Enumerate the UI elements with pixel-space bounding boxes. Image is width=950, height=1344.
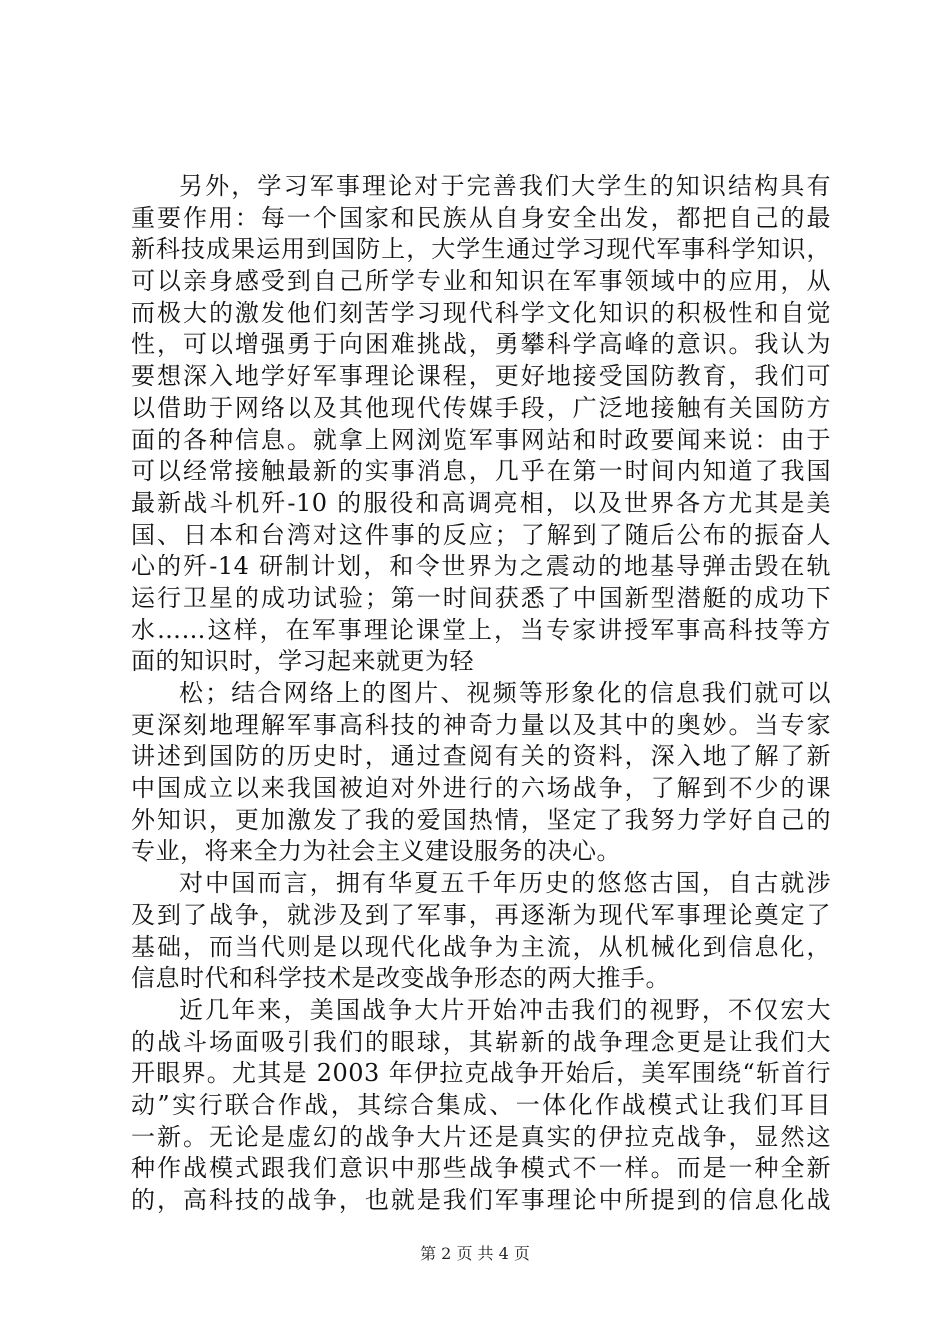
text-line: 可以经常接触最新的实事消息，几乎在第一时间内知道了我国 [131, 457, 831, 486]
text-line: 而极大的激发他们刻苦学习现代科学文化知识的积极性和自觉 [131, 298, 831, 327]
text-line: 专业，将来全力为社会主义建设服务的决心。 [131, 837, 621, 866]
text-line: 基础，而当代则是以现代化战争为主流，从机械化到信息化， [131, 932, 831, 961]
text-line: 开眼界。尤其是 2003 年伊拉克战争开始后，美军围绕“斩首行 [131, 1059, 831, 1088]
text-line: 一新。无论是虚幻的战争大片还是真实的伊拉克战争，显然这 [131, 1122, 831, 1151]
page-number: 第 2 页 共 4 页 [420, 1244, 530, 1263]
text-line: 面的各种信息。就拿上网浏览军事网站和时政要闻来说：由于 [131, 425, 831, 454]
text-line: 重要作用：每一个国家和民族从自身安全出发，都把自己的最 [131, 203, 831, 232]
text-line: 水……这样，在军事理论课堂上，当专家讲授军事高科技等方 [131, 615, 831, 644]
text-line: 动”实行联合作战，其综合集成、一体化作战模式让我们耳目 [131, 1090, 831, 1119]
text-line: 要想深入地学好军事理论课程，更好地接受国防教育，我们可 [131, 362, 831, 391]
text-line: 中国成立以来我国被迫对外进行的六场战争，了解到不少的课 [131, 774, 831, 803]
text-line: 更深刻地理解军事高科技的神奇力量以及其中的奥妙。当专家 [131, 710, 831, 739]
text-line: 讲述到国防的历史时，通过查阅有关的资料，深入地了解了新 [131, 742, 831, 771]
text-line: 外知识，更加激发了我的爱国热情，坚定了我努力学好自己的 [131, 805, 831, 834]
text-line: 的，高科技的战争，也就是我们军事理论中所提到的信息化战 [131, 1186, 831, 1214]
text-line: 心的歼-14 研制计划，和令世界为之震动的地基导弹击毁在轨 [131, 552, 831, 581]
text-line: 国、日本和台湾对这件事的反应；了解到了随后公布的振奋人 [131, 520, 831, 549]
text-line: 最新战斗机歼-10 的服役和高调亮相，以及世界各方尤其是美 [131, 488, 831, 517]
text-line: 性，可以增强勇于向困难挑战，勇攀科学高峰的意识。我认为 [131, 330, 831, 359]
text-line: 的战斗场面吸引我们的眼球，其崭新的战争理念更是让我们大 [131, 1027, 831, 1056]
page-footer [0, 1244, 950, 1264]
text-line: 新科技成果运用到国防上，大学生通过学习现代军事科学知识， [131, 235, 831, 264]
text-line: 运行卫星的成功试验；第一时间获悉了中国新型潜艇的成功下 [131, 583, 831, 612]
text-line: 松；结合网络上的图片、视频等形象化的信息我们就可以 [179, 679, 831, 707]
text-line: 信息时代和科学技术是改变战争形态的两大推手。 [131, 964, 670, 993]
text-line: 可以亲身感受到自己所学专业和知识在军事领域中的应用，从 [131, 267, 831, 296]
text-line: 面的知识时，学习起来就更为轻 [131, 647, 474, 676]
text-line: 种作战模式跟我们意识中那些战争模式不一样。而是一种全新 [131, 1154, 831, 1183]
text-line: 另外，学习军事理论对于完善我们大学生的知识结构具有 [179, 172, 831, 200]
body-text [131, 171, 831, 1217]
text-line: 对中国而言，拥有华夏五千年历史的悠悠古国，自古就涉 [179, 869, 831, 898]
text-line: 近几年来，美国战争大片开始冲击我们的视野，不仅宏大 [179, 995, 831, 1024]
text-line: 及到了战争，就涉及到了军事，再逐渐为现代军事理论奠定了 [131, 900, 831, 929]
text-line: 以借助于网络以及其他现代传媒手段，广泛地接触有关国防方 [131, 393, 831, 422]
